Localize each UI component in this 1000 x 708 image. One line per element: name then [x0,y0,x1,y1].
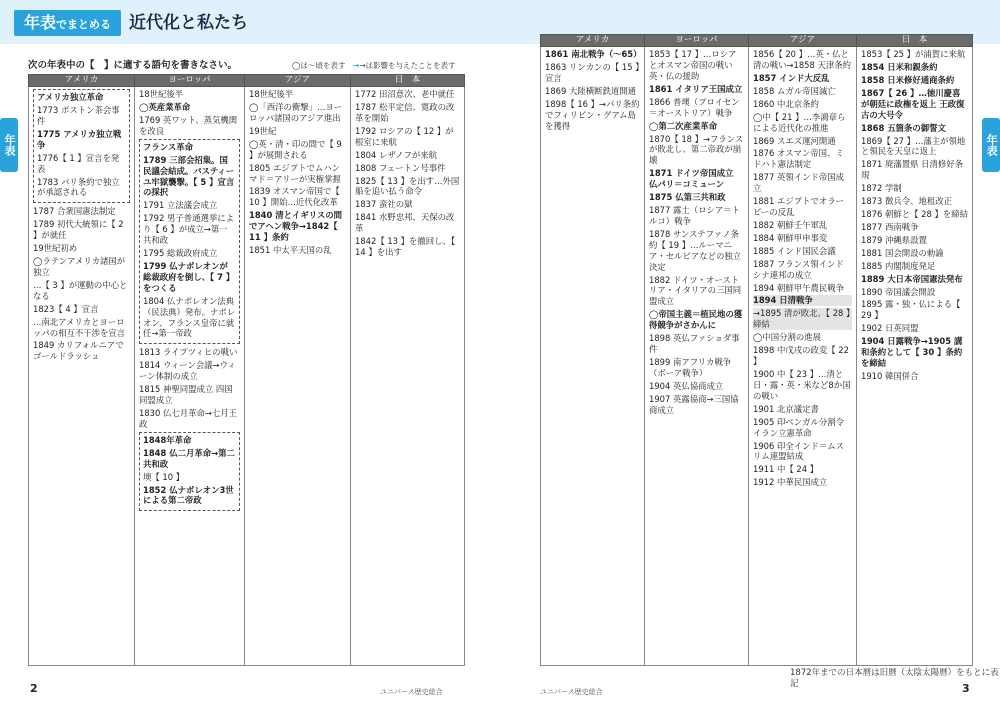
timeline-entry: 1805 エジプトでムハンマド＝アリーが実権掌握 [249,162,341,184]
timeline-entry: 1867【 26 】…徳川慶喜が朝廷に政権を返上 王政復古の大号令 [861,87,965,120]
timeline-entry: 1861 南北戦争（～65） [545,49,642,60]
timeline-entry: 1870【 18 】→フランスが敗北し、第二帝政が崩壊 [649,133,744,166]
timeline-entry: 1885 インド国民会議 [753,245,836,256]
timeline-entry: 1852 仏ナポレオン3世による第二帝政 [143,484,234,506]
timeline-entry: 1773 ボストン茶会事件 [37,104,120,126]
timeline-entry: 1863 リンカンの【 15 】宣言 [545,61,640,83]
timeline-entry: 1898 英仏ファショダ事件 [649,333,740,355]
timeline-entry: …南北アメリカとヨーロッパの相互不干渉を宣言 [33,316,126,338]
timeline-entry: 1900 中【 23 】…清と日・露・英・米など8か国の戦い [753,369,851,401]
timeline-entry: ◯中国分割の進展 [753,332,821,343]
timeline-entry: 1885 内閣制度発足 [861,260,936,271]
col-header-japan-r: 日 本 [857,35,973,47]
timeline-entry: 1795 総裁政府成立 [143,248,218,259]
title-box [14,8,248,38]
timeline-entry: 1789 初代大統領に【 2 】が就任 [33,219,127,241]
right-japan-cell [857,47,973,666]
timeline-entry: ◯帝国主義＝植民地の獲得競争がさかんに [649,309,743,331]
legend-arrow: →は影響を与えたことを表す [359,61,456,70]
page-title: 近代化と私たち [129,12,249,33]
timeline-entry: 1804 仏ナポレオン法典（民法典）発布。ナポレオン、フランス皇帝に就任→第一帝政 [143,295,236,339]
timeline-entry: 1877 西南戦争 [861,221,919,232]
timeline-entry: 1871 ドイツ帝国成立 仏パリ＝コミューン [649,168,737,190]
period-box [139,432,240,512]
col-header-europe-r: ヨーロッパ [645,35,749,47]
timeline-entry: 1789 三部会招集。国民議会結成。バスティーユ牢獄襲撃。【 5 】宣言の採択 [143,154,235,198]
timeline-entry: 1876 オスマン帝国、ミドハト憲法制定 [753,148,844,170]
timeline-entry: 1858 日米修好通商条約 [861,74,955,85]
timeline-entry: 1895 露・独・仏による【 29 】 [861,299,964,321]
timeline-entry: 1814 ウィーン会議→ウィーン体制の成立 [139,360,236,382]
legend: ◯は～頃を表す →→は影響を与えたことを表す [292,61,456,70]
timeline-table-right [540,34,973,666]
page-number-left: 2 [30,682,38,695]
right-europe-cell [645,47,749,666]
right-asia-cell [749,47,857,666]
side-tab-left: 年表 [0,118,18,172]
timeline-entry: 墺【 10 】 [143,471,185,482]
timeline-entry: 1857 インド大反乱 [753,72,830,83]
timeline-entry: 1856【 20 】…英・仏と清の戦い→1858 天津条約 [753,49,851,70]
timeline-entry: 1839 オスマン帝国で【 10 】開始…近代化改革 [249,186,343,208]
timeline-entry: 1878 サンステファノ条約【 19 】…ルーマニア・セルビアなどの独立決定 [649,228,742,272]
timeline-entry: 1871 廃藩置県 日清修好条規 [861,159,964,181]
timeline-entry: 1783 パリ条約で独立が承認される [37,176,120,198]
timeline-entry: 1887 フランス領インドシナ連邦の成立 [753,258,844,280]
timeline-entry: 1841 水野忠邦、天保の改革 [355,212,455,234]
timeline-entry: …【 3 】が運動の中心となる [33,279,128,301]
period-box [33,89,130,203]
timeline-entry: 1853【 25 】が浦賀に来航 [861,49,966,60]
timeline-entry: 1873 徴兵令、地租改正 [861,196,952,207]
timeline-entry: ◯英・清・印の間で【 9 】が展開される [249,138,345,160]
timeline-entry: 1868 五箇条の御誓文 [861,122,946,133]
timeline-entry: 1877 露土（ロシア＝トルコ）戦争 [649,205,740,226]
timeline-entry: 1869 スエズ運河開通 [753,135,836,146]
timeline-entry: 1823【 4 】宣言 [33,303,99,314]
timeline-entry: 1849 カリフォルニアでゴールドラッシュ [33,340,124,362]
timeline-entry: 1861 イタリア王国成立 [649,83,743,94]
timeline-entry: 1881 国会開設の勅諭 [861,247,944,258]
timeline-entry: 18世紀後半 [139,89,184,100]
timeline-entry: 1875 仏第三共和政 [649,192,726,203]
col-header-asia-r: アジア [749,35,857,47]
timeline-entry: 1881 エジプトでオラービーの反乱 [753,196,844,218]
timeline-entry: 1876 朝鮮と【 28 】を締結 [861,209,968,220]
timeline-entry: 1792 ロシアの【 12 】が根室に来航 [355,125,454,147]
timeline-entry: 1884 朝鮮甲申事変 [753,232,828,243]
timeline-entry: 1825【 13 】を出す…外国船を追い払う命令 [355,175,460,197]
col-header-america-r: アメリカ [541,35,645,47]
timeline-entry: 1813 ライプツィヒの戦い [139,347,238,358]
timeline-entry: 19世紀初め [33,243,78,254]
timeline-entry: 1851 中太平天国の乱 [249,245,332,256]
timeline-entry: 1792 男子普通選挙により【 6 】が成立→第一共和政 [143,213,234,246]
page-number-right: 3 [962,682,970,695]
timeline-entry: 1775 アメリカ独立戦争 [37,128,122,150]
instruction: 次の年表中の【 】に適する語句を書きなさい。 [28,60,238,71]
timeline-entry: 1799 仏ナポレオンが総裁政府を倒し、【 7 】をつくる [143,260,235,293]
footer-right: ユニバース歴史総合 [540,688,603,696]
timeline-entry: 1848 仏二月革命→第二共和政 [143,447,235,469]
timeline-entry: →1895 清が敗北。【 28 】締結 [753,308,851,330]
timeline-entry: 1904 日露戦争→1905 講和条約として【 30 】条約を締結 [861,336,963,369]
timeline-entry: 1854 日米和親条約 [861,61,938,72]
timeline-entry: 1772 田沼意次、老中就任 [355,89,455,100]
timeline-entry: 1815 神聖同盟成立 四国同盟成立 [139,384,233,406]
timeline-entry: 1879 沖縄県設置 [861,234,927,245]
timeline-entry: 1905 印ベンガル分割令 イラン立憲革命 [753,416,847,438]
timeline-entry: 1882 ドイツ・オーストリア・イタリアの三国同盟成立 [649,274,742,307]
timeline-entry: 1872 学制 [861,183,902,194]
timeline-entry: 1866 普墺（プロイセン＝オーストリア）戦争 [649,96,740,118]
timeline-table-left [28,74,465,666]
title-tag-text: 年表 [24,12,57,32]
timeline-entry: 1830 仏七月革命→七月王政 [139,408,237,429]
period-box [139,139,240,345]
timeline-entry: ◯「西洋の衝撃」…ヨーロッパ諸国のアジア進出 [249,101,343,123]
col-header-america: アメリカ [29,75,135,87]
timeline-entry: 1910 韓国併合 [861,371,919,382]
right-america-cell [541,47,645,666]
left-asia-cell [245,87,351,666]
timeline-entry: ◯ラテンアメリカ諸国が独立 [33,256,126,277]
timeline-entry: 1882 朝鮮壬午軍乱 [753,219,828,230]
timeline-entry: 1898【 16 】→パリ条約でフィリピン・グアム島を獲得 [545,98,640,131]
timeline-entry: 1776【 1 】宣言を発表 [37,152,120,174]
title-tag-suffix: でまとめる [56,17,112,31]
timeline-entry: 1889 大日本帝国憲法発布 [861,273,963,284]
timeline-entry: 1860 中北京条約 [753,98,819,109]
timeline-entry: 1898 中戊戌の政変【 22 】 [753,345,852,367]
timeline-entry: アメリカ独立革命 [37,92,104,103]
timeline-entry: 1907 英露協商→三国協商成立 [649,393,739,415]
col-header-asia: アジア [245,75,351,87]
timeline-entry: 1869【 27 】…藩主が領地と領民を天皇に返上 [861,135,966,157]
left-japan-cell [351,87,465,666]
col-header-europe: ヨーロッパ [135,75,245,87]
footer-left: ユニバース歴史総合 [380,688,443,696]
timeline-entry: 1842【 13 】を撤回し、【 14 】を出す [355,236,458,258]
timeline-entry: 19世紀 [249,125,277,136]
timeline-entry: ◯中【 21 】…李鴻章らによる近代化の推進 [753,111,846,133]
left-europe-cell [135,87,245,666]
timeline-entry: 1848年革命 [143,434,192,445]
timeline-entry: 1904 英仏協商成立 [649,380,724,391]
timeline-entry: 1840 清とイギリスの間でアヘン戦争→1842【 11 】条約 [249,210,343,243]
timeline-entry: 1890 帝国議会開設 [861,286,936,297]
timeline-entry: 1894 日清戦争 [753,295,852,306]
timeline-entry: 1894 朝鮮甲午農民戦争 [753,282,844,293]
timeline-entry: 1901 北京議定書 [753,403,819,414]
legend-plain: ◯は～頃を表す [292,61,346,70]
side-tab-right: 年表 [982,118,1000,172]
timeline-entry: 1858 ムガル帝国滅亡 [753,85,836,96]
left-america-cell [29,87,135,666]
timeline-entry: ◯英産業革命 [139,101,191,112]
timeline-entry: 1902 日英同盟 [861,323,919,334]
timeline-entry: 1912 中華民国成立 [753,477,828,488]
col-header-japan: 日 本 [351,75,465,87]
timeline-entry: 1906 印全インド＝ムスリム連盟結成 [753,440,844,462]
timeline-entry: 1787 合衆国憲法制定 [33,206,116,217]
timeline-entry: 1804 レザノフが来航 [355,149,438,160]
timeline-entry: 1769 英ワット、蒸気機関を改良 [139,114,238,136]
timeline-entry: 1791 立法議会成立 [143,200,218,211]
timeline-entry: 1869 大陸横断鉄道開通 [545,85,636,96]
timeline-entry: 18世紀後半 [249,89,294,100]
timeline-entry: 1808 フェートン号事件 [355,162,446,173]
timeline-entry: 1899 南アフリカ戦争（ボーア戦争） [649,357,732,378]
timeline-entry: ◯第二次産業革命 [649,120,717,131]
timeline-entry: フランス革命 [143,141,193,152]
timeline-entry: 1877 英領インド帝国成立 [753,172,844,194]
timeline-entry: 1837 蛮社の獄 [355,199,413,210]
timeline-entry: 1853【 17 】…ロシアとオスマン帝国の戦い 英・仏の援助 [649,49,741,81]
timeline-entry: 1787 松平定信、寛政の改革を開始 [355,101,455,123]
timeline-entry: 1911 中【 24 】 [753,464,819,475]
calendar-note: 1872年までの日本暦は旧暦（太陰太陽暦）をもとに表記 [790,668,999,690]
title-tag [14,10,121,37]
